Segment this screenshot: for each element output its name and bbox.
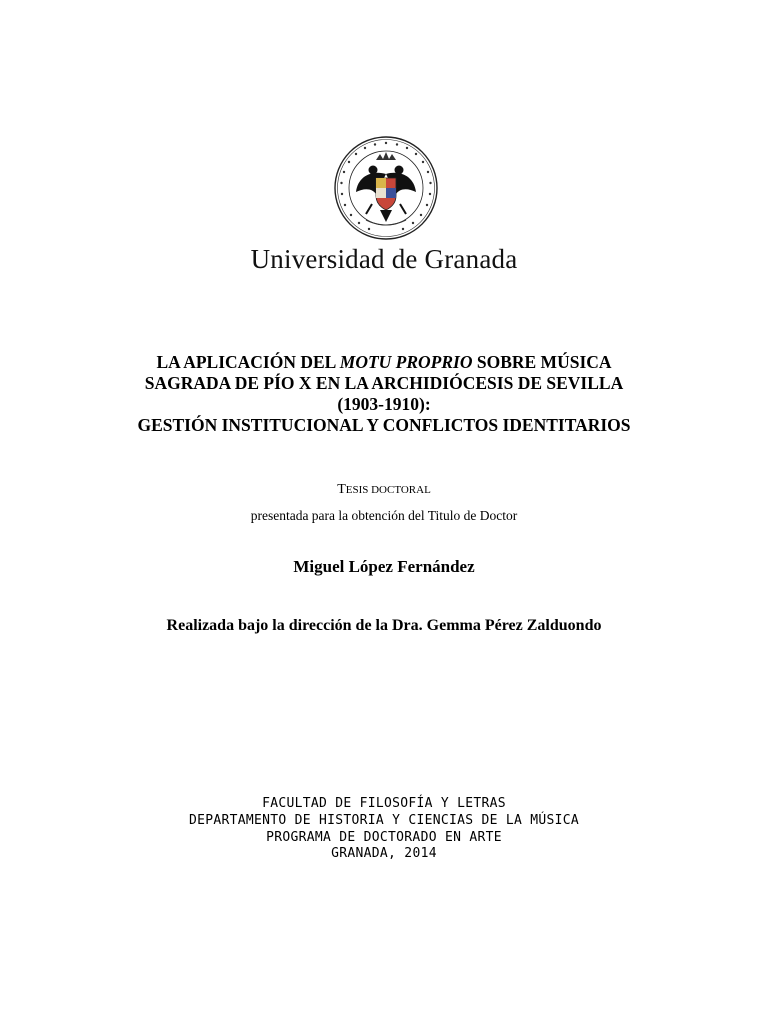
program-line: PROGRAMA DE DOCTORADO EN ARTE (266, 829, 502, 845)
title-line-4: GESTIÓN INSTITUCIONAL Y CONFLICTOS IDENTITARIOS (137, 415, 631, 435)
institution-footer (0, 796, 768, 863)
department-line: DEPARTAMENTO DE HISTORIA Y CIENCIAS DE LA MÚSICA (188, 812, 580, 828)
title-line-2: SAGRADA DE PÍO X EN LA ARCHIDIÓCESIS DE SEVILLA (144, 373, 624, 393)
presented-for-text: presentada para la obtención del Titulo de Doctor (250, 508, 518, 523)
title-italic-phrase: MOTU PROPRIO (339, 352, 473, 372)
university-seal-icon (332, 134, 440, 242)
author-name: Miguel López Fernández (293, 557, 475, 576)
thesis-label-initial: T (337, 482, 346, 497)
thesis-type-label (0, 482, 768, 498)
title-line-1-start: LA APLICACIÓN DEL (156, 352, 340, 372)
place-date-line: GRANADA, 2014 (331, 846, 437, 862)
thesis-title (0, 352, 768, 436)
title-line-1 (0, 352, 768, 373)
university-name: Universidad de Granada (250, 244, 518, 274)
faculty-line: FACULTAD DE FILOSOFÍA Y LETRAS (262, 796, 506, 811)
title-line-1-end: SOBRE MÚSICA (472, 352, 612, 372)
director-text: Realizada bajo la dirección de la Dra. Gemma Pérez Zalduondo (166, 617, 602, 634)
thesis-label-rest: ESIS DOCTORAL (345, 484, 431, 496)
title-line-3: (1903-1910): (337, 394, 431, 414)
